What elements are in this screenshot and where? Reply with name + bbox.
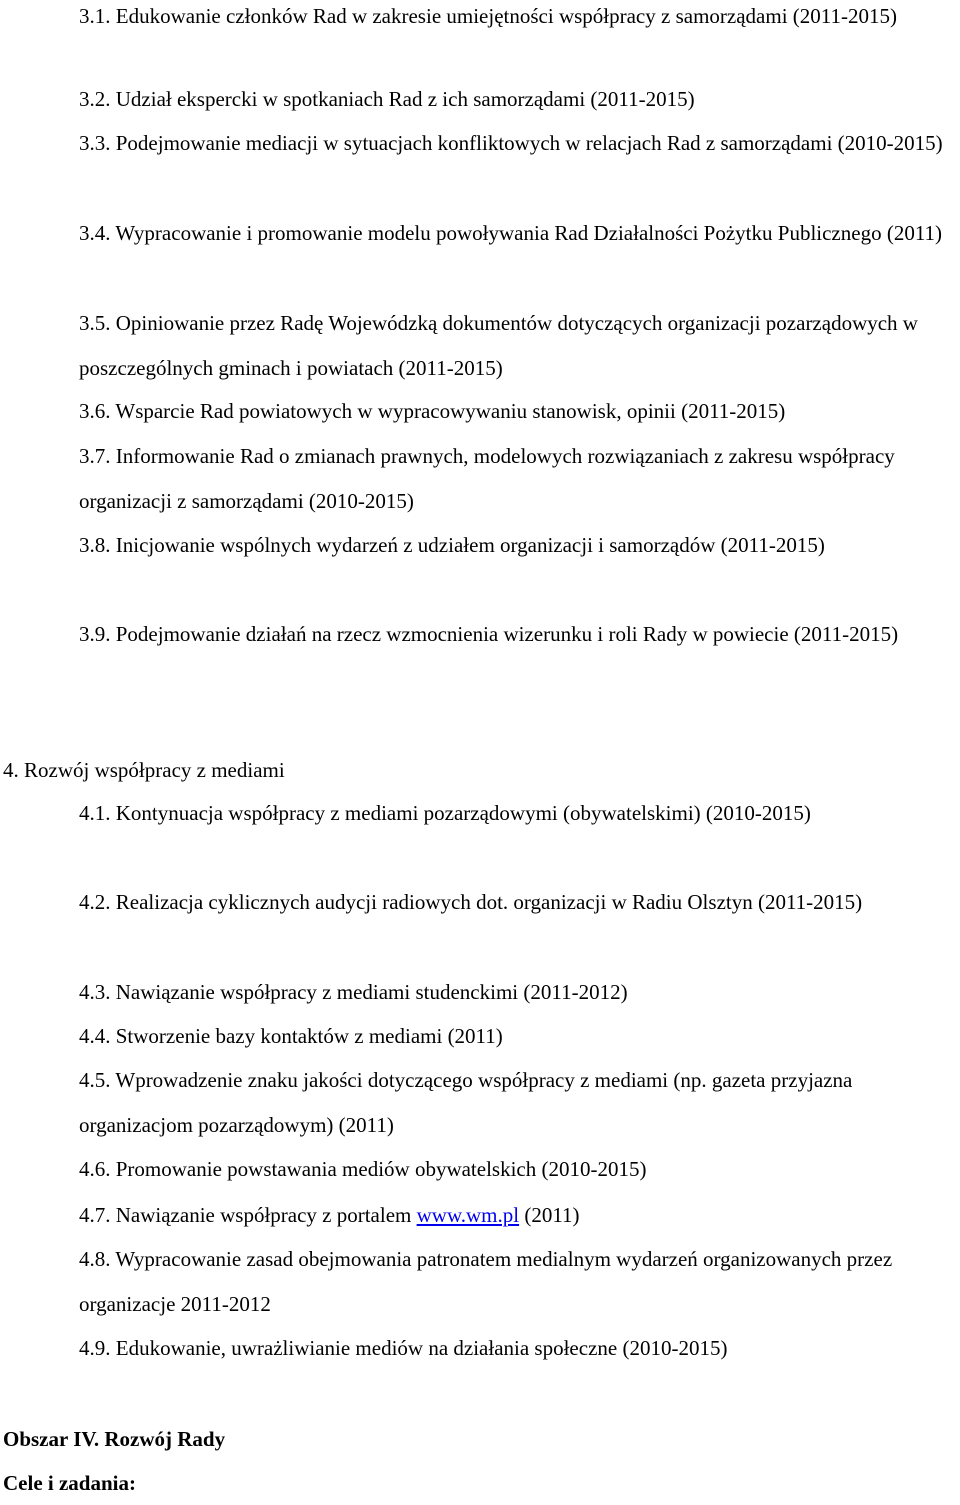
list-item-3-4: 3.4. Wypracowanie i promowanie modelu powoływania Rad Działalności Pożytku Publicznego (2011): [79, 221, 943, 245]
list-item-4-9: 4.9. Edukowanie, uwrażliwianie mediów na działania społeczne (2010-2015): [79, 1336, 728, 1360]
list-item-3-1: 3.1. Edukowanie członków Rad w zakresie umiejętności współpracy z samorządami (2011-2015): [79, 4, 897, 28]
list-item-4-2: 4.2. Realizacja cyklicznych audycji radiowych dot. organizacji w Radiu Olsztyn (2011-2015): [79, 890, 863, 914]
area-4-title: Obszar IV. Rozwój Rady: [3, 1427, 226, 1451]
area-4-subtitle: Cele i zadania:: [3, 1471, 136, 1495]
list-item-3-2: 3.2. Udział ekspercki w spotkaniach Rad z ich samorządami (2011-2015): [79, 87, 695, 111]
list-item-4-7-suffix: (2011): [519, 1203, 580, 1227]
list-item-3-7: 3.7. Informowanie Rad o zmianach prawnych, modelowych rozwiązaniach z zakresu współpracy organizacji z samorządami (2010-2015): [79, 444, 895, 513]
list-item-4-5: 4.5. Wprowadzenie znaku jakości dotyczącego współpracy z mediami (np. gazeta przyjazna organizacjom pozarządowym) (2011): [79, 1068, 853, 1137]
list-item-4-8: 4.8. Wypracowanie zasad obejmowania patronatem medialnym wydarzeń organizowanych przez organizacje 2011-2012: [79, 1247, 893, 1316]
list-item-3-6: 3.6. Wsparcie Rad powiatowych w wypracowywaniu stanowisk, opinii (2011-2015): [79, 399, 786, 423]
portal-link[interactable]: www.wm.pl: [416, 1203, 520, 1227]
list-item-3-3: 3.3. Podejmowanie mediacji w sytuacjach konfliktowych w relacjach Rad z samorządami (2010-2015): [79, 131, 943, 155]
list-item-4-3: 4.3. Nawiązanie współpracy z mediami studenckimi (2011-2012): [79, 980, 628, 1004]
list-item-4-7-text: 4.7. Nawiązanie współpracy z portalem: [79, 1203, 417, 1227]
list-item-3-5: 3.5. Opiniowanie przez Radę Wojewódzką dokumentów dotyczących organizacji pozarządowych w poszczególnych gminach i powiatach (2011-2015): [79, 311, 918, 380]
section-4-heading: 4. Rozwój współpracy z mediami: [3, 758, 285, 782]
list-item-4-1: 4.1. Kontynuacja współpracy z mediami pozarządowymi (obywatelskimi) (2010-2015): [79, 801, 811, 825]
list-item-4-4: 4.4. Stworzenie bazy kontaktów z mediami (2011): [79, 1024, 503, 1048]
list-item-3-9: 3.9. Podejmowanie działań na rzecz wzmocnienia wizerunku i roli Rady w powiecie (2011-2015): [79, 622, 899, 646]
list-item-3-8: 3.8. Inicjowanie wspólnych wydarzeń z udziałem organizacji i samorządów (2011-2015): [79, 533, 825, 557]
list-item-4-6: 4.6. Promowanie powstawania mediów obywatelskich (2010-2015): [79, 1157, 647, 1181]
list-item-4-7: [79, 1193, 955, 1238]
